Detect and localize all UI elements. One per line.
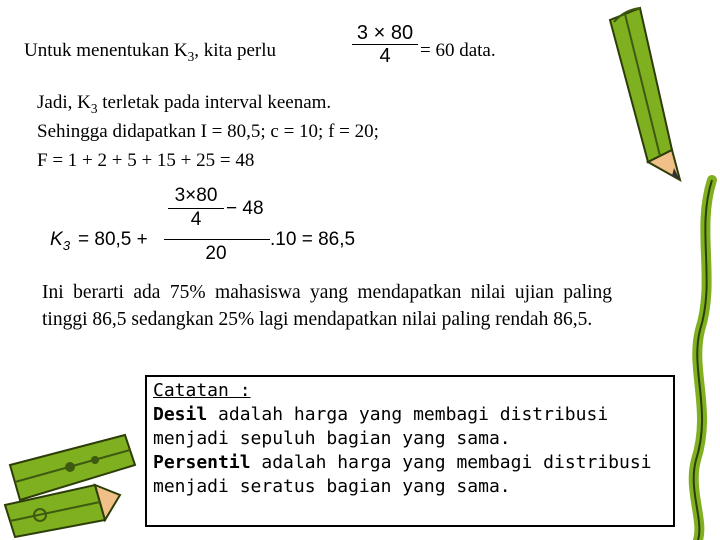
- note-title: Catatan :: [153, 380, 251, 401]
- interval-text-suffix: terletak pada interval keenam.: [97, 92, 332, 113]
- formula-k-subscript: 3: [62, 237, 71, 253]
- formula-k: K: [50, 229, 63, 250]
- persentil-definition: adalah harga yang membagi distribusi menjadi seratus bagian yang sama.: [153, 452, 652, 497]
- interval-line: [37, 92, 331, 117]
- outer-denominator: 20: [205, 243, 227, 264]
- interval-subscript: 3: [90, 100, 98, 116]
- intro-fraction: [352, 22, 418, 67]
- desil-definition: adalah harga yang membagi distribusi menjadi sepuluh bagian yang sama.: [153, 404, 609, 449]
- formula-result: .10 = 86,5: [270, 229, 356, 250]
- interval-text: Jadi, K: [37, 92, 91, 113]
- inner-numerator: 3×80: [174, 185, 218, 206]
- note-box: [145, 375, 675, 527]
- pencil-right-icon: [600, 0, 720, 540]
- intro-text-suffix: , kita perlu: [194, 40, 277, 61]
- outer-bar: [164, 239, 270, 240]
- values-line: Sehingga didapatkan I = 80,5; c = 10; f = 20;: [37, 121, 379, 142]
- note-persentil: [153, 451, 667, 499]
- formula-lhs: [50, 229, 70, 253]
- formula-minus: − 48: [226, 198, 264, 219]
- inner-denominator: 4: [190, 209, 202, 230]
- intro-line: [24, 40, 276, 65]
- fraction-numerator: 3 × 80: [356, 22, 414, 44]
- k3-formula: [48, 185, 378, 270]
- intro-text: Untuk menentukan K: [24, 40, 188, 61]
- conclusion-paragraph: Ini berarti ada 75% mahasiswa yang mendapatkan nilai ujian paling tinggi 86,5 sedangkan 25% lagi mendapatkan nilai paling rendah 86,5.: [42, 282, 612, 330]
- cumulative-line: F = 1 + 2 + 5 + 15 + 25 = 48: [37, 150, 255, 171]
- intro-result: = 60 data.: [420, 40, 496, 61]
- persentil-term: Persentil: [153, 452, 251, 473]
- formula-eq: = 80,5 +: [78, 229, 148, 250]
- note-desil: [153, 403, 667, 451]
- fraction-denominator: 4: [379, 45, 391, 67]
- pencils-left-icon: [0, 425, 150, 540]
- desil-term: Desil: [153, 404, 208, 425]
- intro-subscript: 3: [187, 48, 195, 64]
